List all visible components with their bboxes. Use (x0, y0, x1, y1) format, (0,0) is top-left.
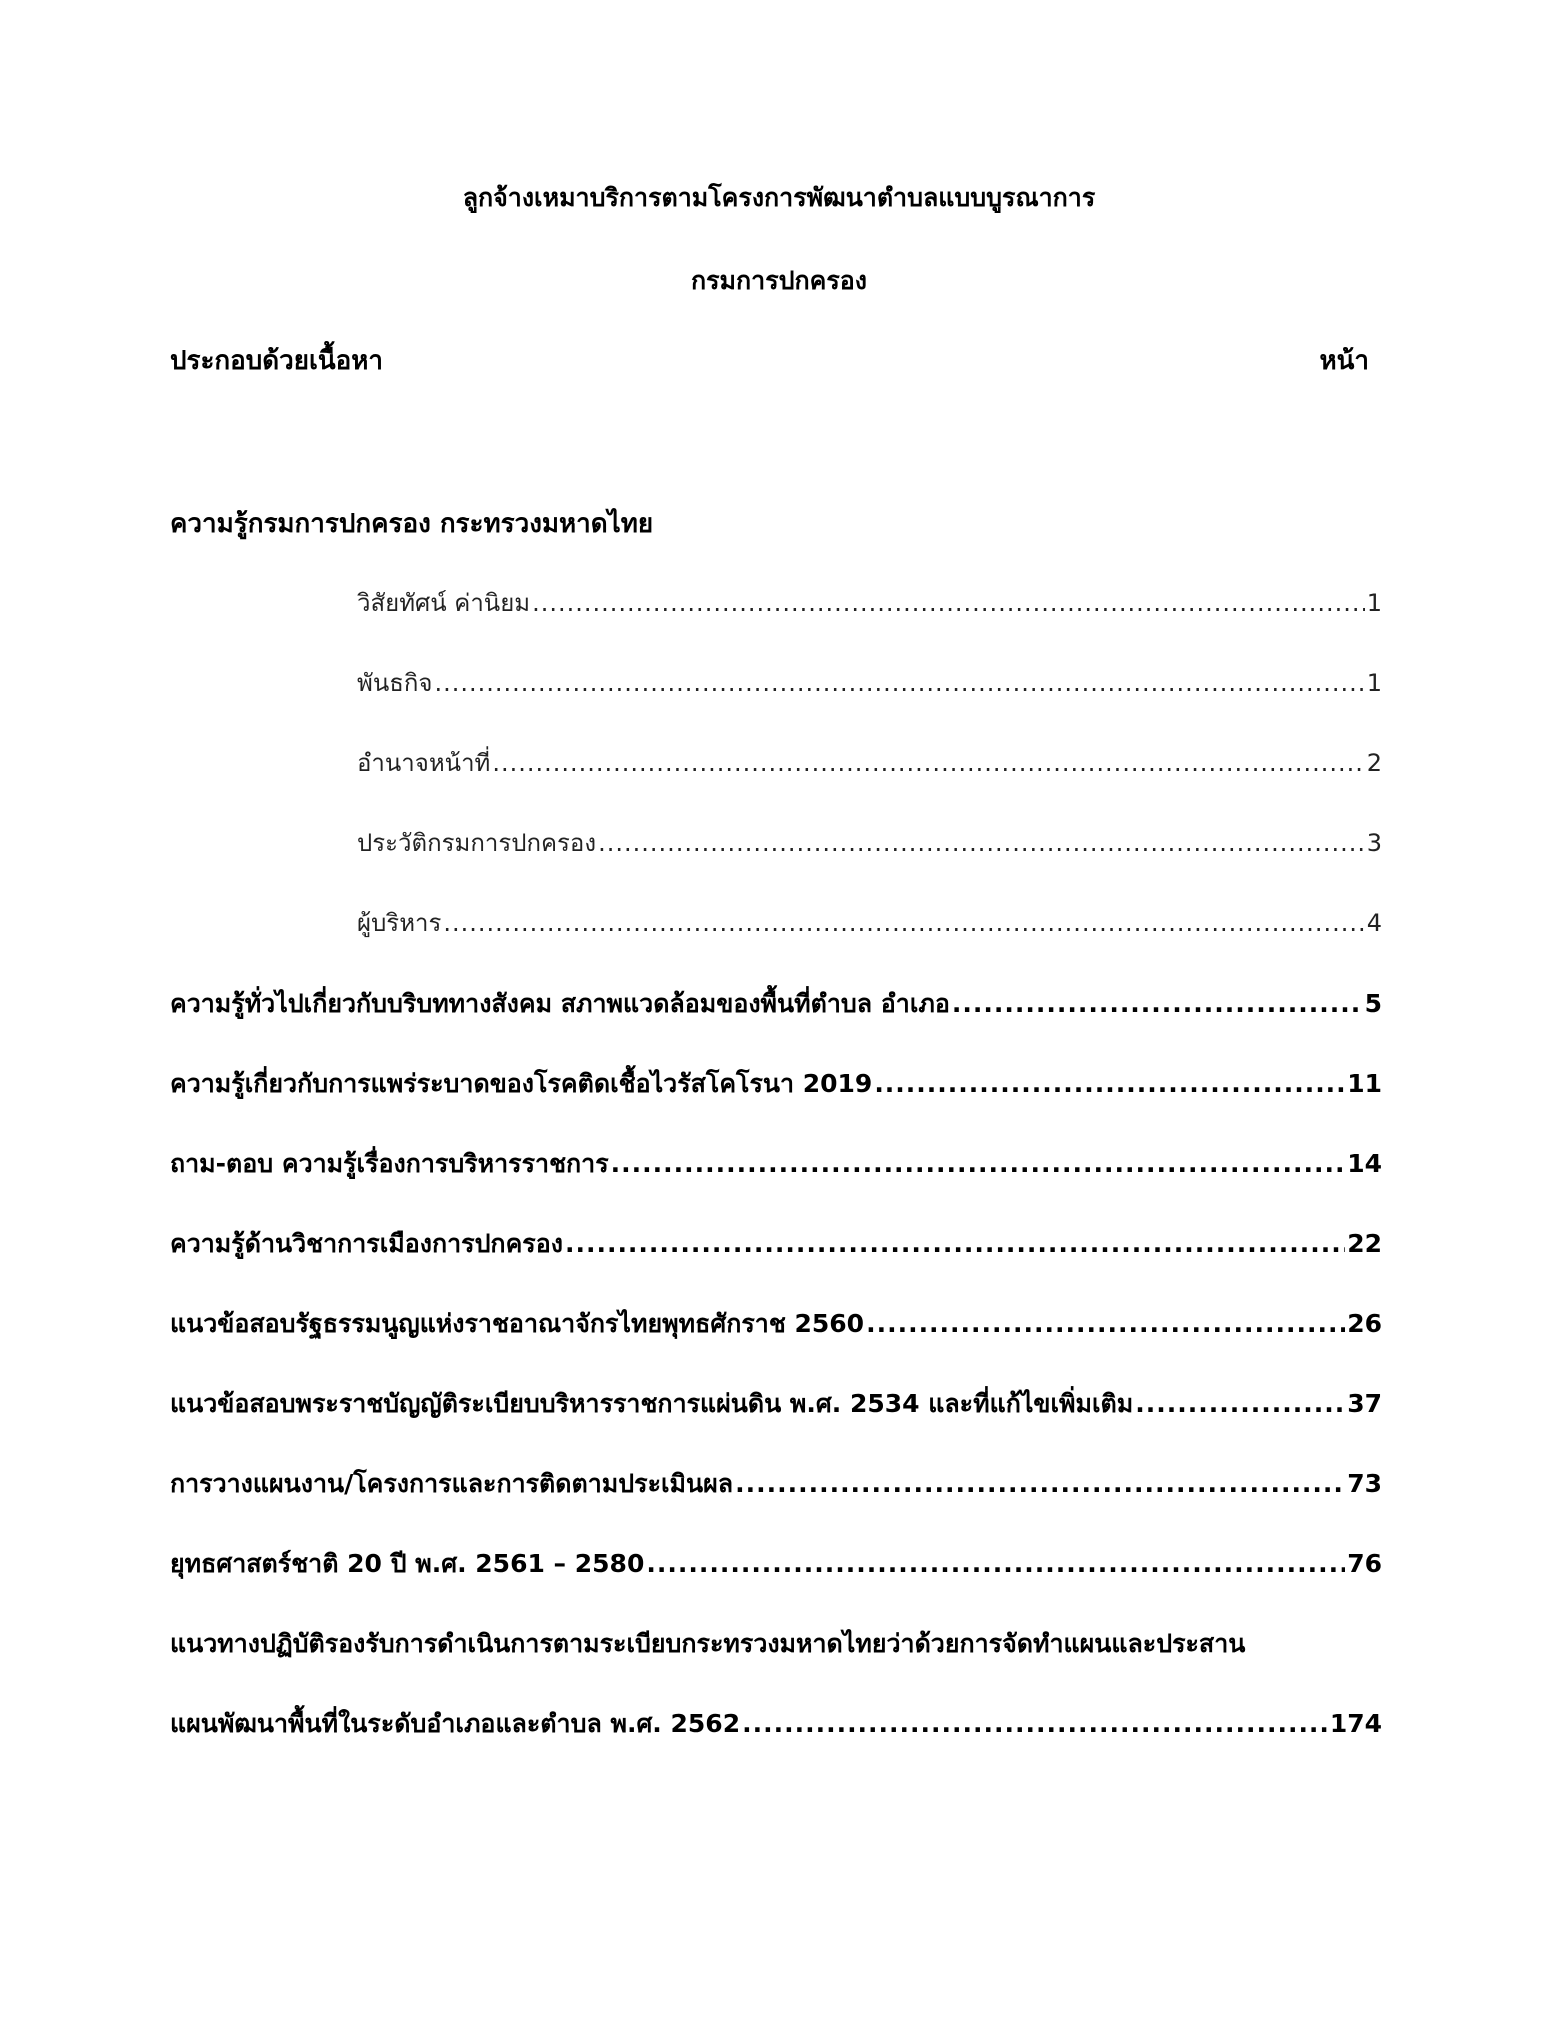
toc-subitem-page: 3 (1366, 829, 1382, 857)
toc-item-page: 14 (1347, 1149, 1382, 1178)
toc-leader-dots (565, 1224, 1345, 1264)
toc-item (170, 1704, 1382, 1744)
toc-item-label: ถาม-ตอบ ความรู้เรื่องการบริหารราชการ (170, 1149, 609, 1178)
toc-item (170, 1544, 1382, 1584)
toc-subitem-label: ประวัติกรมการปกครอง (357, 829, 597, 857)
toc-item (170, 1144, 1382, 1184)
toc-leader-dots (492, 743, 1364, 783)
toc-item-label: แนวข้อสอบรัฐธรรมนูญแห่งราชอาณาจักรไทยพุทธศักราช 2560 (170, 1309, 865, 1338)
toc-subitem-page: 4 (1366, 909, 1382, 937)
toc-item-page: 174 (1329, 1709, 1382, 1738)
page-column-label: หน้า (1319, 346, 1369, 376)
toc-leader-dots (532, 583, 1365, 623)
toc-subitem (357, 903, 1382, 943)
toc-leader-dots (735, 1464, 1345, 1504)
section-heading: ความรู้กรมการปกครอง กระทรวงมหาดไทย (170, 509, 654, 539)
document-title: ลูกจ้างเหมาบริการตามโครงการพัฒนาตำบลแบบบูรณาการ (462, 183, 1096, 212)
toc-item-label: ความรู้ด้านวิชาการเมืองการปกครอง (170, 1229, 563, 1258)
toc-item-page: 37 (1347, 1389, 1382, 1418)
toc-subitem (357, 743, 1382, 783)
toc-leader-dots (611, 1144, 1346, 1184)
toc-item-line1: แนวทางปฏิบัติรองรับการดำเนินการตามระเบียบกระทรวงมหาดไทยว่าด้วยการจัดทำแผนและประสาน (170, 1629, 1246, 1658)
toc-leader-dots (952, 984, 1363, 1024)
toc-item (170, 984, 1382, 1024)
toc-leader-dots (866, 1304, 1345, 1344)
toc-item (170, 1064, 1382, 1104)
toc-item (170, 1464, 1382, 1504)
toc-subitem-label: อำนาจหน้าที่ (357, 749, 491, 777)
toc-leader-dots (598, 823, 1365, 863)
contents-label: ประกอบด้วยเนื้อหา (170, 346, 384, 376)
toc-item-label: ความรู้เกี่ยวกับการแพร่ระบาดของโรคติดเชื้อไวรัสโคโรนา 2019 (170, 1069, 873, 1098)
toc-subitem (357, 583, 1382, 623)
toc-item-page: 11 (1347, 1069, 1382, 1098)
toc-item (170, 1224, 1382, 1264)
toc-item-label: ยุทธศาสตร์ชาติ 20 ปี พ.ศ. 2561 – 2580 (170, 1549, 645, 1578)
toc-subitem-label: พันธกิจ (357, 669, 433, 697)
toc-leader-dots (742, 1704, 1328, 1744)
toc-item-page: 76 (1347, 1549, 1382, 1578)
toc-subitem (357, 663, 1382, 703)
toc-subitem-page: 2 (1366, 749, 1382, 777)
toc-subitem (357, 823, 1382, 863)
toc-item (170, 1304, 1382, 1344)
toc-item-page: 73 (1347, 1469, 1382, 1498)
toc-item (170, 1384, 1382, 1424)
toc-leader-dots (434, 663, 1364, 703)
toc-leader-dots (1135, 1384, 1345, 1424)
toc-subitem-page: 1 (1366, 669, 1382, 697)
toc-subitem-page: 1 (1366, 589, 1382, 617)
document-subtitle: กรมการปกครอง (690, 266, 868, 295)
toc-item-label: แผนพัฒนาพื้นที่ในระดับอำเภอและตำบล พ.ศ. 2562 (170, 1709, 741, 1738)
toc-item-page: 22 (1347, 1229, 1382, 1258)
toc-leader-dots (874, 1064, 1345, 1104)
toc-item-label: การวางแผนงาน/โครงการและการติดตามประเมินผล (170, 1469, 734, 1498)
toc-subitem-label: วิสัยทัศน์ ค่านิยม (357, 589, 531, 617)
toc-leader-dots (443, 903, 1364, 943)
toc-item-page: 5 (1364, 989, 1382, 1018)
toc-item-page: 26 (1347, 1309, 1382, 1338)
toc-leader-dots (646, 1544, 1345, 1584)
toc-item-label: ความรู้ทั่วไปเกี่ยวกับบริบททางสังคม สภาพแวดล้อมของพื้นที่ตำบล อำเภอ (170, 989, 950, 1018)
toc-subitem-label: ผู้บริหาร (357, 909, 442, 937)
toc-item-label: แนวข้อสอบพระราชบัญญัติระเบียบบริหารราชการแผ่นดิน พ.ศ. 2534 และที่แก้ไขเพิ่มเติม (170, 1389, 1134, 1418)
